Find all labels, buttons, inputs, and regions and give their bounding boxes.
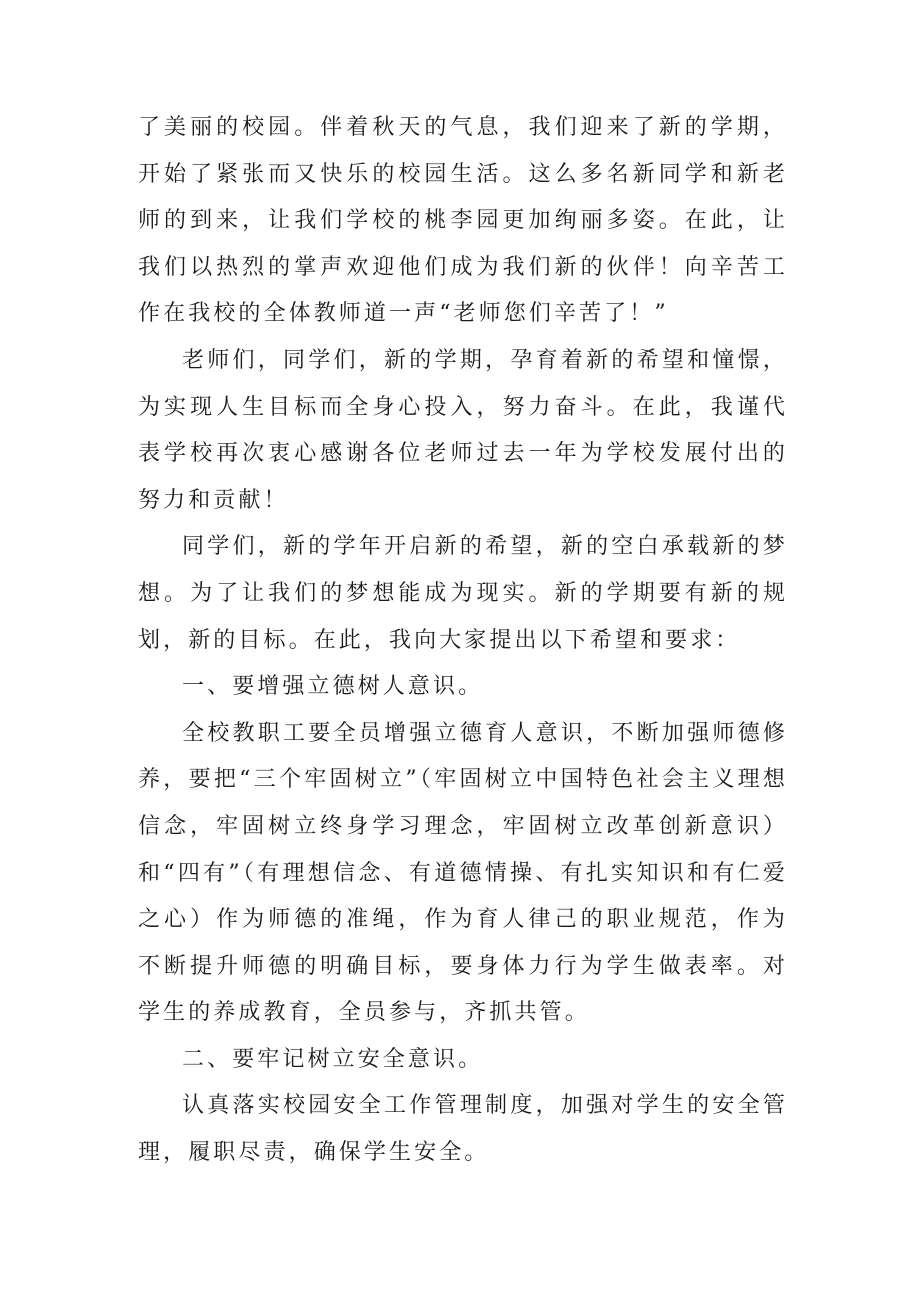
section-heading-moral-education: 一、要增强立德树人意识。: [182, 674, 484, 700]
paragraph-welcome-continued: 了美丽的校园。伴着秋天的气息，我们迎来了新的学期，开始了紧张而又快乐的校园生活。这么多名新同学和新老师的到来，让我们学校的桃李园更加绚丽多姿。在此，让我们以热烈的掌声欢迎他们成为我们新的伙伴！向辛苦工作在我校的全体教师道一声“老师您们辛苦了！”: [138, 115, 788, 327]
document-body: [138, 105, 788, 1177]
paragraph-moral-education: 全校教职工要全员增强立德育人意识，不断加强师德修养，要把“三个牢固树立”（牢固树立中国特色社会主义理想信念，牢固树立终身学习理念，牢固树立改革创新意识）和“四有”（有理想信念、有道德情操、有扎实知识和有仁爱之心）作为师德的准绳，作为育人律己的职业规范，作为不断提升师德的明确目标，要身体力行为学生做表率。对学生的养成教育，全员参与，齐抓共管。: [138, 720, 788, 1026]
paragraph-new-semester-goals: 同学们，新的学年开启新的希望，新的空白承载新的梦想。为了让我们的梦想能成为现实。新的学期要有新的规划，新的目标。在此，我向大家提出以下希望和要求：: [138, 534, 788, 653]
section-heading-safety-awareness: 二、要牢记树立安全意识。: [182, 1046, 484, 1072]
paragraph-teachers-students: 老师们，同学们，新的学期，孕育着新的希望和憧憬，为实现人生目标而全身心投入，努力奋斗。在此，我谨代表学校再次衷心感谢各位老师过去一年为学校发展付出的努力和贡献！: [138, 347, 788, 513]
paragraph-safety-awareness: 认真落实校园安全工作管理制度，加强对学生的安全管理，履职尽责，确保学生安全。: [138, 1093, 788, 1166]
